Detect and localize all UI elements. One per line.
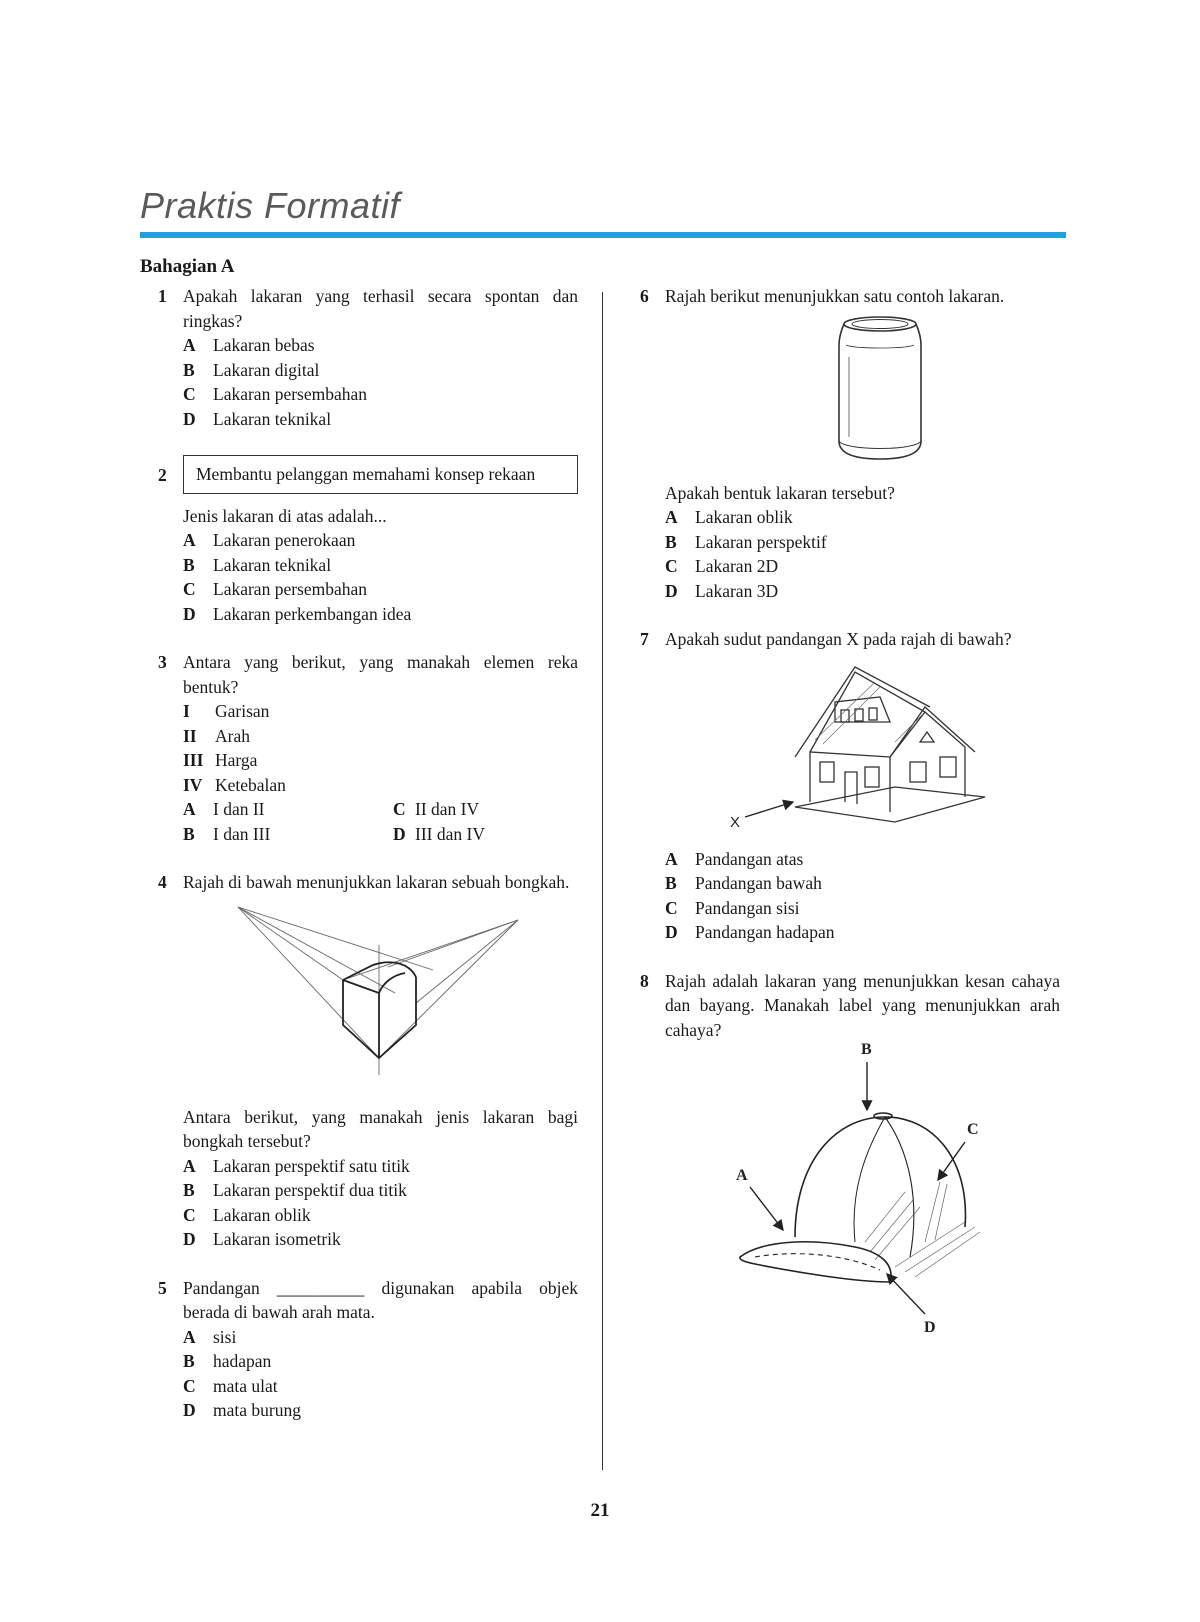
option[interactable] <box>183 1178 578 1203</box>
option[interactable] <box>665 579 1060 604</box>
cap-label-b: B <box>861 1042 872 1058</box>
question-8 <box>640 969 1060 1343</box>
option-text: sisi <box>213 1326 237 1347</box>
option-text: Lakaran penerokaan <box>213 530 356 550</box>
option-letter: D <box>183 408 196 429</box>
right-column <box>640 284 1060 1342</box>
question-stem: Pandangan __________ digunakan apabila objek berada di bawah arah mata. <box>183 1277 578 1322</box>
option-letter: C <box>665 897 678 918</box>
option-text: Lakaran isometrik <box>213 1229 341 1249</box>
option[interactable] <box>183 1325 578 1350</box>
view-label-x: X <box>730 813 741 831</box>
option-letter: B <box>665 873 677 893</box>
option[interactable] <box>665 871 1060 896</box>
option[interactable] <box>183 1227 578 1252</box>
roman-item <box>183 773 578 798</box>
option-letter: C <box>183 1204 196 1225</box>
option-text: I dan III <box>213 823 271 844</box>
option-text: Lakaran 2D <box>695 556 779 576</box>
option-text: Lakaran perspektif dua titik <box>213 1180 407 1200</box>
option[interactable] <box>183 1398 578 1423</box>
option[interactable] <box>183 1154 578 1179</box>
option-letter: B <box>183 823 195 844</box>
option-letter: A <box>183 1155 196 1176</box>
option-text: Pandangan atas <box>695 848 804 869</box>
option-letter: C <box>183 579 196 599</box>
cap-label-a: A <box>736 1167 748 1184</box>
option[interactable] <box>183 1374 578 1399</box>
house-figure <box>665 652 1060 837</box>
section-heading: Bahagian A <box>140 256 235 277</box>
question-number: 8 <box>640 970 649 991</box>
question-stem: Antara yang berikut, yang manakah elemen reka bentuk? <box>183 652 578 697</box>
roman-text: Ketebalan <box>215 774 286 795</box>
option-text: mata burung <box>213 1400 301 1420</box>
drink-can-figure <box>665 309 1060 469</box>
option-grid <box>183 797 578 846</box>
option-text: Lakaran teknikal <box>213 408 332 429</box>
option-letter: D <box>393 823 406 844</box>
roman-numeral: II <box>183 725 197 746</box>
question-2 <box>158 455 578 626</box>
option-text: Lakaran persembahan <box>213 579 368 599</box>
question-box: Membantu pelanggan memahami konsep rekaan <box>183 455 578 494</box>
roman-item <box>183 724 578 749</box>
question-stem: Rajah adalah lakaran yang menunjukkan kesan cahaya dan bayang. Manakah label yang menunjukkan arah cahaya? <box>665 970 1060 1040</box>
question-stem-2: Antara berikut, yang manakah jenis lakaran bagi bongkah tersebut? <box>183 1106 578 1151</box>
option-letter: A <box>183 530 196 550</box>
option[interactable] <box>393 822 603 847</box>
question-number: 7 <box>640 629 649 649</box>
option-text: II dan IV <box>415 799 480 819</box>
question-stem: Rajah berikut menunjukkan satu contoh lakaran. <box>665 286 1005 306</box>
option-letter: C <box>183 1375 196 1396</box>
option[interactable] <box>183 1349 578 1374</box>
roman-text: Arah <box>215 725 250 746</box>
question-number: 3 <box>158 652 167 672</box>
option[interactable] <box>183 822 393 847</box>
option[interactable] <box>183 407 578 432</box>
page-title: Praktis Formatif <box>140 185 401 226</box>
option-text: Lakaran bebas <box>213 335 315 355</box>
question-4 <box>158 870 578 1252</box>
option[interactable] <box>665 505 1060 530</box>
question-stem: Jenis lakaran di atas adalah... <box>183 505 387 526</box>
option-text: Pandangan hadapan <box>695 922 835 942</box>
question-3 <box>158 650 578 846</box>
option-text: Lakaran 3D <box>695 580 779 601</box>
question-7 <box>640 627 1060 945</box>
option-letter: D <box>183 603 196 624</box>
option[interactable] <box>665 847 1060 872</box>
option-letter: A <box>183 799 196 819</box>
question-6 <box>640 284 1060 603</box>
option-text: Lakaran persembahan <box>213 384 368 404</box>
option[interactable] <box>665 554 1060 579</box>
roman-item <box>183 699 578 724</box>
roman-numeral: IV <box>183 774 203 795</box>
option-letter: B <box>183 359 195 380</box>
option-text: Lakaran perspektif satu titik <box>213 1155 410 1176</box>
option-letter: C <box>183 384 196 404</box>
roman-text: Harga <box>215 750 258 770</box>
left-column <box>158 284 578 1423</box>
question-number: 4 <box>158 872 167 892</box>
option-text: Lakaran perkembangan idea <box>213 603 412 624</box>
option-letter: A <box>665 848 678 869</box>
option[interactable] <box>183 577 578 602</box>
option[interactable] <box>183 797 393 822</box>
option-text: Lakaran teknikal <box>213 554 332 575</box>
option-text: I dan II <box>213 799 265 819</box>
option[interactable] <box>183 553 578 578</box>
option-letter: B <box>665 531 677 552</box>
roman-text: Garisan <box>215 701 270 721</box>
option-letter: C <box>393 799 406 819</box>
option-text: Lakaran perspektif <box>695 531 827 552</box>
option[interactable] <box>665 896 1060 921</box>
cap-label-d: D <box>924 1319 936 1336</box>
option[interactable] <box>665 920 1060 945</box>
two-point-perspective-block-figure <box>183 895 578 1085</box>
option[interactable] <box>183 528 578 553</box>
page-number: 21 <box>590 1500 610 1521</box>
option-letter: D <box>665 922 678 942</box>
option-letter: B <box>183 554 195 575</box>
option-text: Lakaran oblik <box>213 1204 311 1225</box>
option-text: Pandangan sisi <box>695 897 800 918</box>
option-letter: A <box>183 335 196 355</box>
option-letter: B <box>183 1180 195 1200</box>
option[interactable] <box>183 358 578 383</box>
option-letter: D <box>183 1229 196 1249</box>
question-stem-2: Apakah bentuk lakaran tersebut? <box>665 482 895 503</box>
option[interactable] <box>393 797 603 822</box>
cap-label-c: C <box>967 1121 979 1138</box>
option-text: Lakaran oblik <box>695 507 793 527</box>
roman-numeral: III <box>183 750 204 770</box>
option-text: mata ulat <box>213 1375 278 1396</box>
option[interactable] <box>183 382 578 407</box>
option-letter: D <box>183 1400 196 1420</box>
question-stem: Rajah di bawah menunjukkan lakaran sebuah bongkah. <box>183 872 570 892</box>
option-letter: A <box>183 1326 196 1347</box>
question-number: 2 <box>158 465 167 485</box>
option[interactable] <box>183 1203 578 1228</box>
question-number: 1 <box>158 286 167 306</box>
question-number: 5 <box>158 1277 167 1298</box>
option[interactable] <box>183 602 578 627</box>
question-stem: Apakah lakaran yang terhasil secara spontan dan ringkas? <box>183 286 578 331</box>
option-text: III dan IV <box>415 823 485 844</box>
option[interactable] <box>665 530 1060 555</box>
option-letter: B <box>183 1351 195 1371</box>
option-text: Pandangan bawah <box>695 873 822 893</box>
question-5 <box>158 1276 578 1423</box>
question-1 <box>158 284 578 431</box>
roman-item <box>183 748 578 773</box>
title-rule <box>140 232 1066 238</box>
roman-numeral: I <box>183 701 190 721</box>
question-stem: Apakah sudut pandangan X pada rajah di bawah? <box>665 629 1012 649</box>
column-divider <box>602 292 603 1470</box>
question-number: 6 <box>640 286 649 306</box>
cap-light-shadow-figure <box>665 1042 1060 1342</box>
option-letter: A <box>665 507 678 527</box>
option-letter: C <box>665 556 678 576</box>
option-text: Lakaran digital <box>213 359 320 380</box>
option-letter: D <box>665 580 678 601</box>
option[interactable] <box>183 333 578 358</box>
option-text: hadapan <box>213 1351 272 1371</box>
